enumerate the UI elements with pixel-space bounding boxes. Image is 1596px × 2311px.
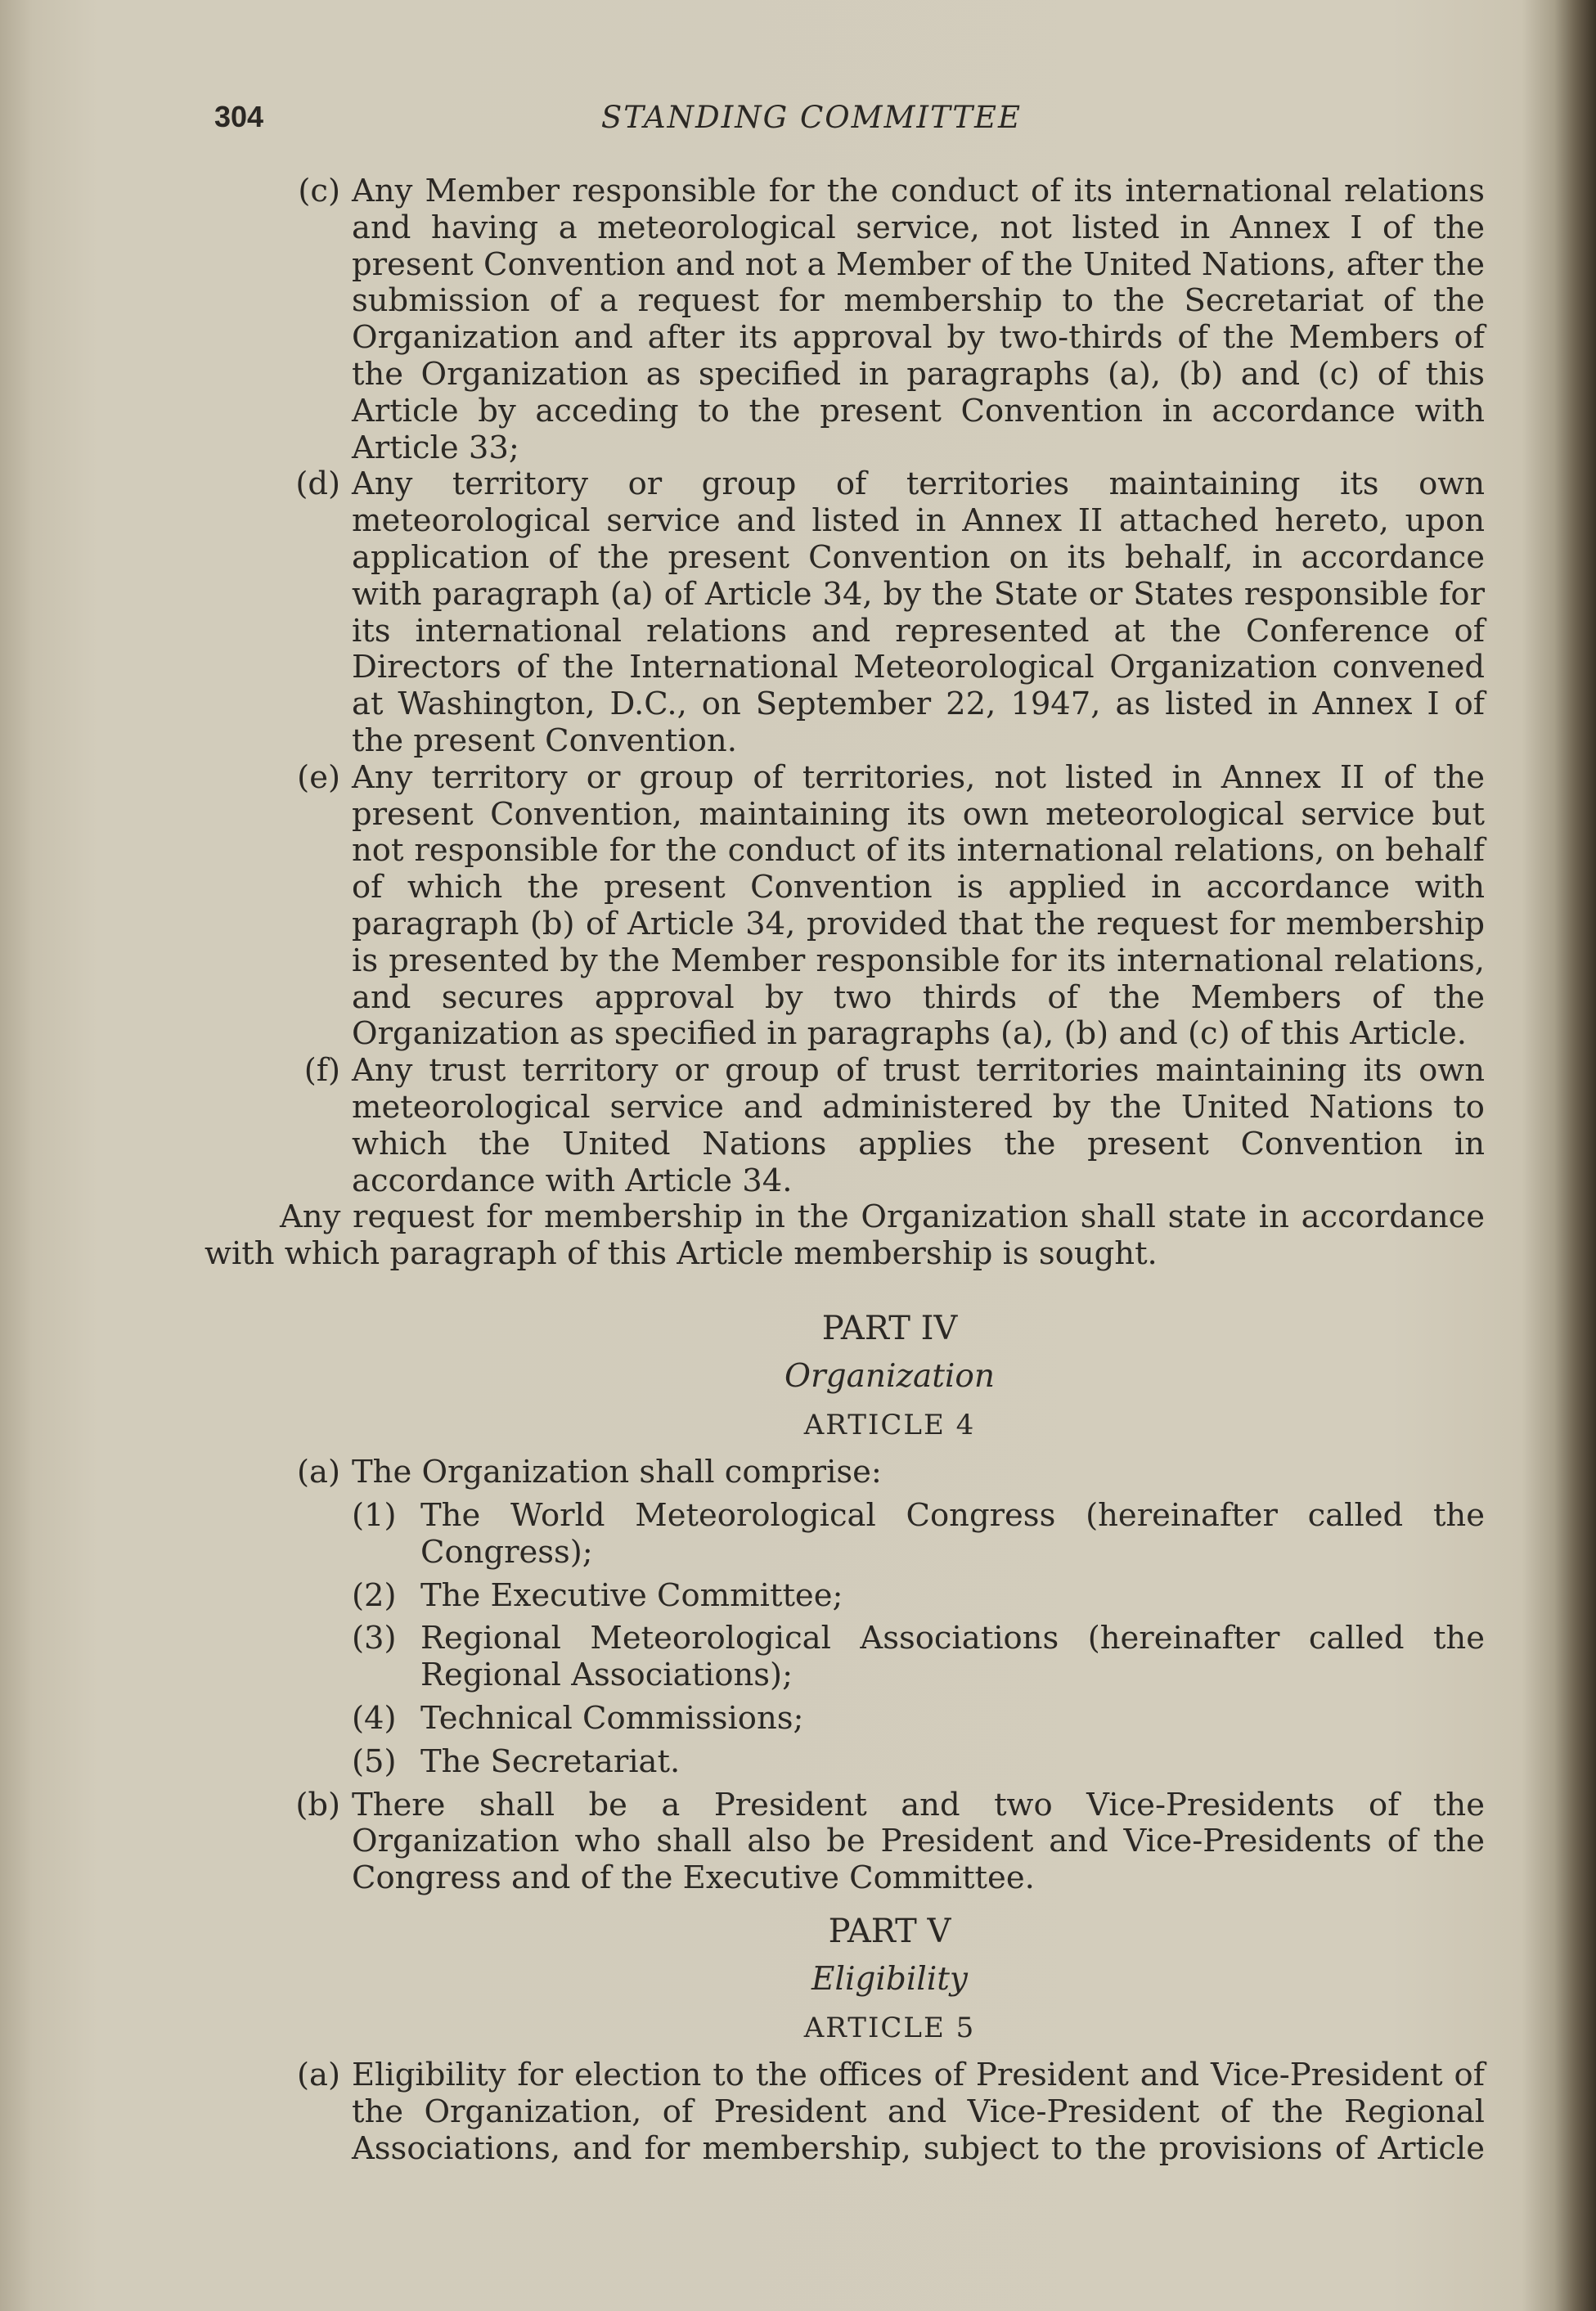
list-item (205, 1787, 1485, 1897)
part-subtitle: Organization (785, 1357, 995, 1395)
item-text: There shall be a President and two Vice-Presidents of the Organization who shall also be President and Vice-Presidents of the Congress and of the Executive Committee. (352, 1786, 1485, 1897)
subitem-number: (4) (352, 1700, 397, 1738)
item-label: (a) (297, 1454, 340, 1491)
item-text: Any trust territory or group of trust territories maintaining its own meteorological service and administered by the United Nations to which the United Nations applies the present Convention in accordance with Article 34. (352, 1052, 1485, 1199)
item-text: Any Member responsible for the conduct of its international relations and having a meteorological service, not listed in Annex I of the present Convention and not a Member of the United Nations, after the submission of a request for membership to the Secretariat of the Organization and after its approval by two-thirds of the Members of the Organization as specified in paragraphs (a), (b) and (c) of this Article by acceding to the present Convention in accordance with Article 33; (352, 173, 1485, 466)
article-heading: ARTICLE 4 (803, 1408, 976, 1441)
item-text: The Organization shall comprise: (352, 1454, 882, 1491)
subitem-text: The Executive Committee; (420, 1576, 843, 1614)
subitem-number: (5) (352, 1742, 397, 1780)
subitem-text: Technical Commissions; (420, 1700, 804, 1738)
subitem-number: (2) (352, 1576, 397, 1614)
page-body (205, 173, 1485, 2168)
subitem-text: Regional Meteorological Associations (hereinafter called the Regional Associations); (420, 1620, 1485, 1694)
article-heading: ARTICLE 5 (803, 2011, 976, 2044)
part-subtitle: Eligibility (811, 1960, 968, 1998)
part-heading: PART IV (821, 1309, 958, 1347)
sub-list-item (352, 1701, 1485, 1738)
subitem-number: (3) (352, 1620, 397, 1657)
running-head: STANDING COMMITTEE (600, 100, 1023, 135)
sub-list-item (352, 1744, 1485, 1781)
list-item (205, 173, 1485, 466)
closing-paragraph: Any request for membership in the Organization shall state in accordance with which paragraph of this Article membership is sought. (205, 1198, 1485, 1273)
sub-list-item (352, 1498, 1485, 1571)
item-label: (a) (297, 2057, 340, 2094)
item-label: (f) (303, 1052, 340, 1090)
item-text: Any territory or group of territories, not listed in Annex II of the present Convention, maintaining its own meteorological service but not responsible for the conduct of its international relations, on behalf of which the present Convention is applied in accordance with paragraph (b) of Article 34, provided that the request for membership is presented by the Member responsible for its international relations, and secures approval by two thirds of the Members of the Organization as specified in paragraphs (a), (b) and (c) of this Article. (352, 758, 1485, 1053)
part-heading: PART V (828, 1913, 951, 1951)
page-header (214, 100, 1409, 141)
item-label: (c) (298, 173, 340, 209)
subitem-text: The Secretariat. (420, 1742, 681, 1780)
sub-list-item (352, 1621, 1485, 1694)
item-text: Any territory or group of territories maintaining its own meteorological service and listed in Annex II attached hereto, upon application of the present Convention on its behalf, in accordance with paragraph (a) of Article 34, by the State or States responsible for its international relations and represented at the Conference of Directors of the International Meteorological Organization convened at Washington, D.C., on September 22, 1947, as listed in Annex I of the present Convention. (352, 465, 1485, 759)
list-item (205, 466, 1485, 759)
item-label: (d) (295, 465, 340, 503)
sub-list-item (352, 1578, 1485, 1615)
item-label: (e) (297, 758, 340, 796)
page-number: 304 (214, 100, 264, 133)
subitem-number: (1) (352, 1497, 397, 1535)
item-text: Eligibility for election to the offices of President and Vice-President of the Organization, of President and Vice-President of the Regional Associations, and for membership, subject to the provisions of Article (352, 2057, 1485, 2168)
item-label: (b) (295, 1786, 340, 1823)
subitem-text: The World Meteorological Congress (hereinafter called the Congress); (420, 1497, 1485, 1571)
list-item (205, 2057, 1485, 2167)
list-item (205, 1053, 1485, 1199)
list-item (205, 1454, 1485, 1491)
list-item (205, 760, 1485, 1053)
